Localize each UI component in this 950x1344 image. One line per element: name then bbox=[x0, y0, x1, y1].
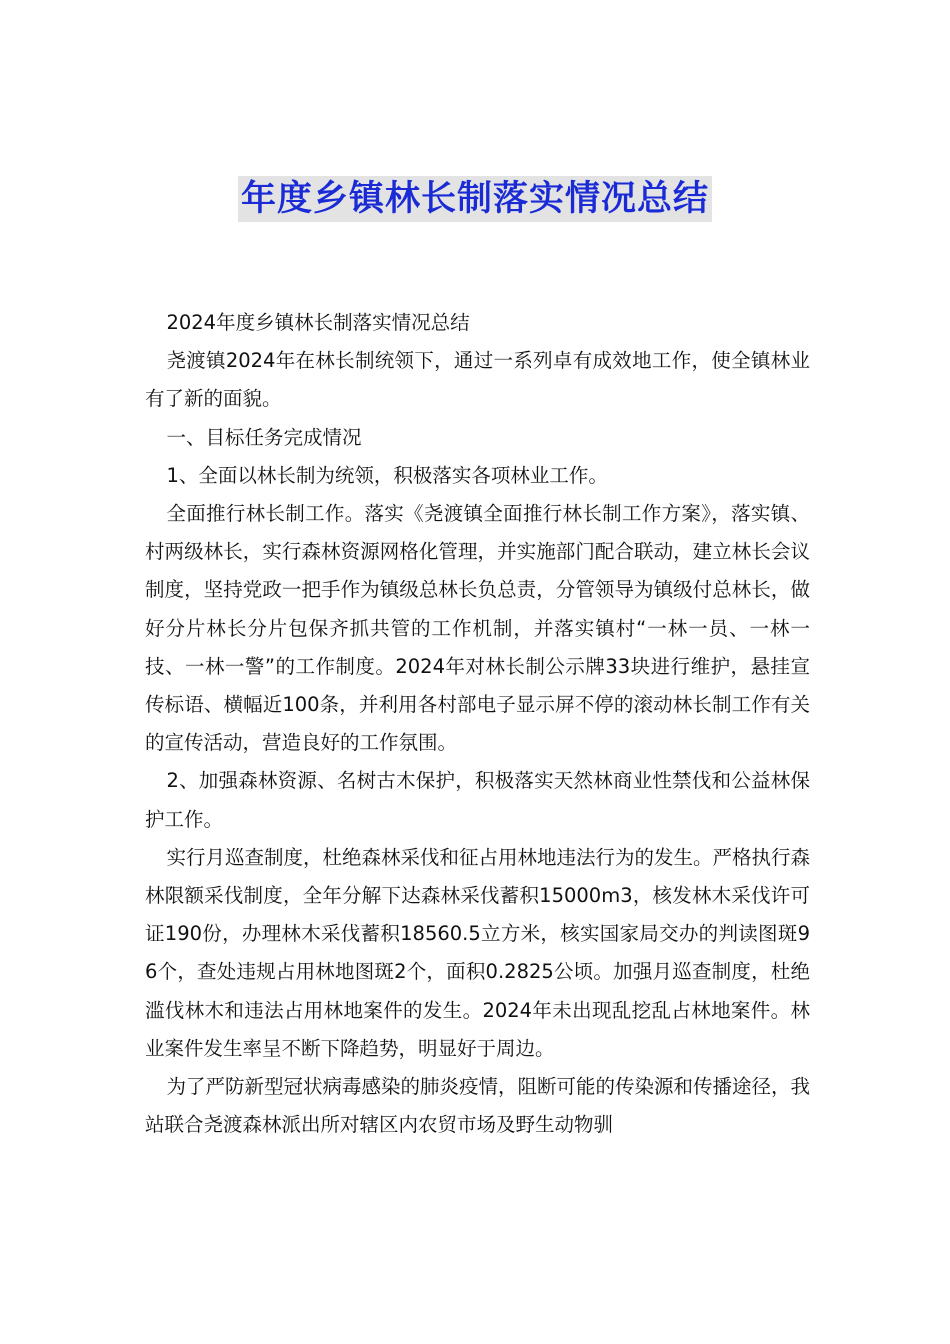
document-body bbox=[145, 304, 810, 1144]
subsection-heading-1: 1、全面以林长制为统领，积极落实各项林业工作。 bbox=[166, 463, 608, 487]
paragraph-patrol-system: 实行月巡查制度，杜绝森林采伐和征占用林地违法行为的发生。严格执行森林限额采伐制度，全年分解下达森林采伐蓄积15000m3，核发林木采伐许可证190份，办理林木采伐蓄积18560.5立方米，核实国家局交办的判读图斑96个，查处违规占用林地图斑2个，面积0.2825公顷。加强月巡查制度，杜绝滥伐林木和违法占用林地案件的发生。2024年未出现乱挖乱占林地案件。林业案件发生率呈不断下降趋势，明显好于周边。 bbox=[145, 845, 810, 1060]
title-container bbox=[0, 176, 950, 222]
document-title: 年度乡镇林长制落实情况总结 bbox=[238, 176, 712, 222]
paragraph-intro: 尧渡镇2024年在林长制统领下，通过一系列卓有成效地工作，使全镇林业有了新的面貌。 bbox=[145, 349, 810, 411]
paragraph-epidemic-prevention: 为了严防新型冠状病毒感染的肺炎疫情，阻断可能的传染源和传播途径，我站联合尧渡森林派出所对辖区内农贸市场及野生动物驯 bbox=[145, 1075, 810, 1137]
subsection-heading-2: 2、加强森林资源、名树古木保护，积极落实天然林商业性禁伐和公益林保护工作。 bbox=[145, 769, 810, 831]
paragraph-heading: 2024年度乡镇林长制落实情况总结 bbox=[166, 311, 470, 334]
section-heading-1: 一、目标任务完成情况 bbox=[166, 425, 362, 449]
paragraph-forest-chief-system: 全面推行林长制工作。落实《尧渡镇全面推行林长制工作方案》，落实镇、村两级林长，实行森林资源网格化管理，并实施部门配合联动，建立林长会议制度，坚持党政一把手作为镇级总林长负总责，分管领导为镇级付总林长，做好分片林长分片包保齐抓共管的工作机制，并落实镇村“一林一员、一林一技、一林一警”的工作制度。2024年对林长制公示牌33块进行维护，悬挂宣传标语、横幅近100条，并利用各村部电子显示屏不停的滚动林长制工作有关的宣传活动，营造良好的工作氛围。 bbox=[145, 502, 810, 755]
